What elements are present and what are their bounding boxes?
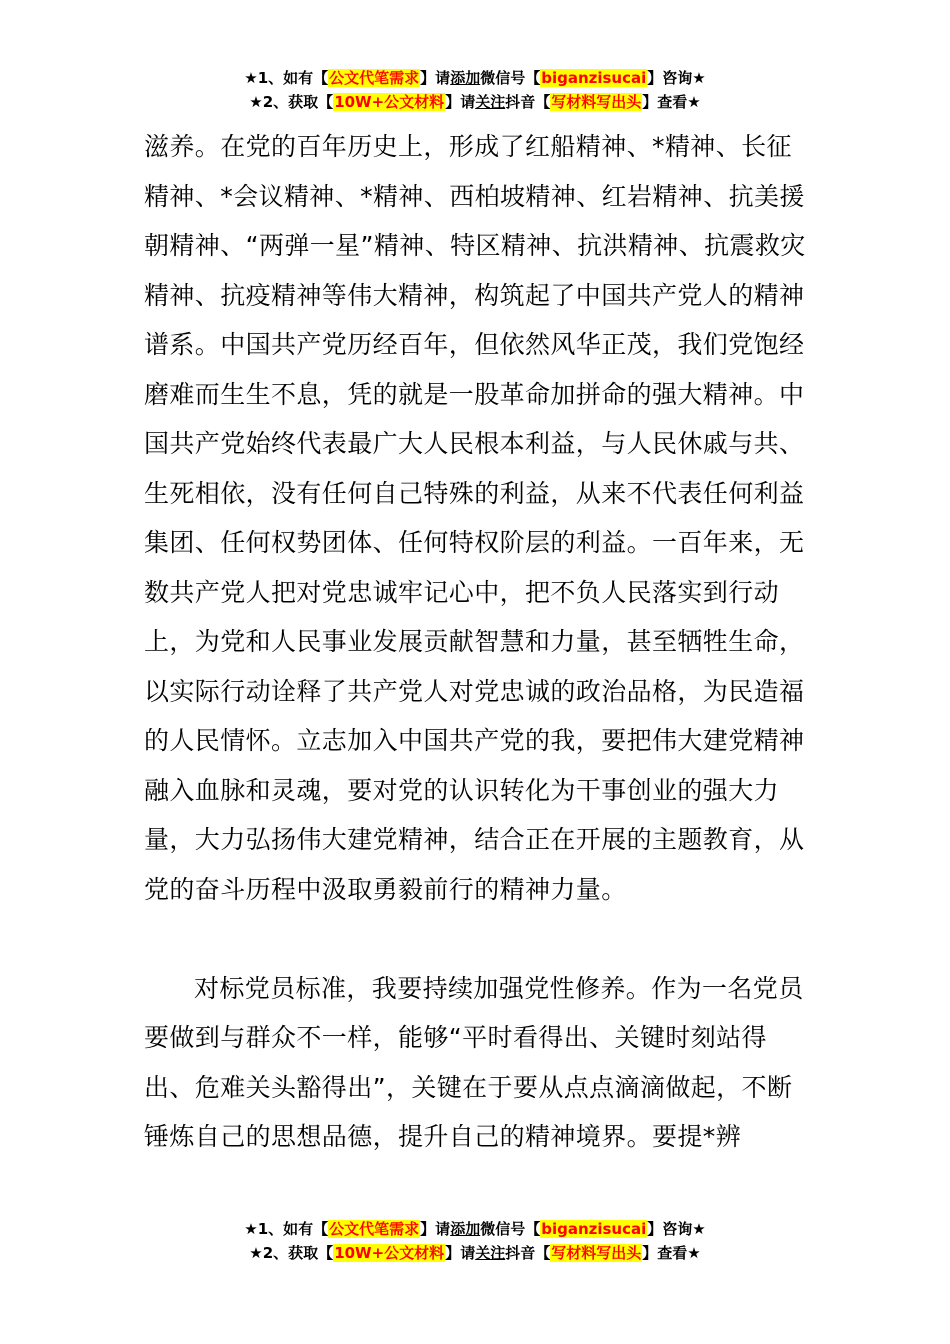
banner-text: 抖音【: [505, 1244, 551, 1262]
underlined-text: 添加: [450, 1220, 481, 1238]
banner-text: 】咨询★: [647, 69, 706, 87]
banner-text: 】请: [420, 1220, 451, 1238]
header-banner: [0, 66, 950, 114]
highlight-wechat-id: biganzisucai: [541, 69, 647, 87]
highlight-douyin-account: 写材料写出头: [551, 93, 642, 111]
banner-text: 微信号【: [480, 69, 541, 87]
highlight-service: 公文代笔需求: [329, 1220, 420, 1238]
banner-text: 】咨询★: [647, 1220, 706, 1238]
banner-text: 】查看★: [642, 1244, 701, 1262]
banner-line-2: [0, 1241, 950, 1265]
banner-line-1: [0, 66, 950, 90]
banner-line-2: [0, 90, 950, 114]
banner-text: ★2、获取【: [249, 93, 334, 111]
paragraph-1: 滋养。在党的百年历史上，形成了红船精神、*精神、长征精神、*会议精神、*精神、西柏坡精神、红岩精神、抗美援朝精神、“两弹一星”精神、特区精神、抗洪精神、抗震救灾精神、抗疫精神等伟大精神，构筑起了中国共产党人的精神谱系。中国共产党历经百年，但依然风华正茂，我们党饱经磨难而生生不息，凭的就是一股革命加拼命的强大精神。中国共产党始终代表最广大人民根本利益，与人民休戚与共、生死相依，没有任何自己特殊的利益，从来不代表任何利益集团、任何权势团体、任何特权阶层的利益。一百年来，无数共产党人把对党忠诚牢记心中，把不负人民落实到行动上，为党和人民事业发展贡献智慧和力量，甚至牺牲生命，以实际行动诠释了共产党人对党忠诚的政治品格，为民造福的人民情怀。立志加入中国共产党的我，要把伟大建党精神融入血脉和灵魂，要对党的认识转化为干事创业的强大力量，大力弘扬伟大建党精神，结合正在开展的主题教育，从党的奋斗历程中汲取勇毅前行的精神力量。: [144, 132, 806, 904]
banner-text: 】请: [445, 1244, 476, 1262]
banner-text: ★1、如有【: [244, 69, 329, 87]
footer-banner: [0, 1217, 950, 1265]
paragraph-2: 对标党员标准，我要持续加强党性修养。作为一名党员要做到与群众不一样，能够“平时看得出、关键时刻站得出、危难关头豁得出”，关键在于要从点点滴滴做起，不断锤炼自己的思想品德，提升自己的精神境界。要提*辨: [144, 973, 804, 1151]
banner-text: ★2、获取【: [249, 1244, 334, 1262]
banner-line-1: [0, 1217, 950, 1241]
highlight-douyin-account: 写材料写出头: [551, 1244, 642, 1262]
highlight-wechat-id: biganzisucai: [541, 1220, 647, 1238]
highlight-materials: 10W+公文材料: [334, 93, 445, 111]
document-body: [144, 122, 808, 1162]
banner-text: 】查看★: [642, 93, 701, 111]
underlined-text: 添加: [450, 69, 481, 87]
underlined-text: 关注: [475, 1244, 506, 1262]
banner-text: 抖音【: [505, 93, 551, 111]
banner-text: 】请: [445, 93, 476, 111]
underlined-text: 关注: [475, 93, 506, 111]
banner-text: 微信号【: [480, 1220, 541, 1238]
banner-text: ★1、如有【: [244, 1220, 329, 1238]
highlight-service: 公文代笔需求: [329, 69, 420, 87]
highlight-materials: 10W+公文材料: [334, 1244, 445, 1262]
banner-text: 】请: [420, 69, 451, 87]
